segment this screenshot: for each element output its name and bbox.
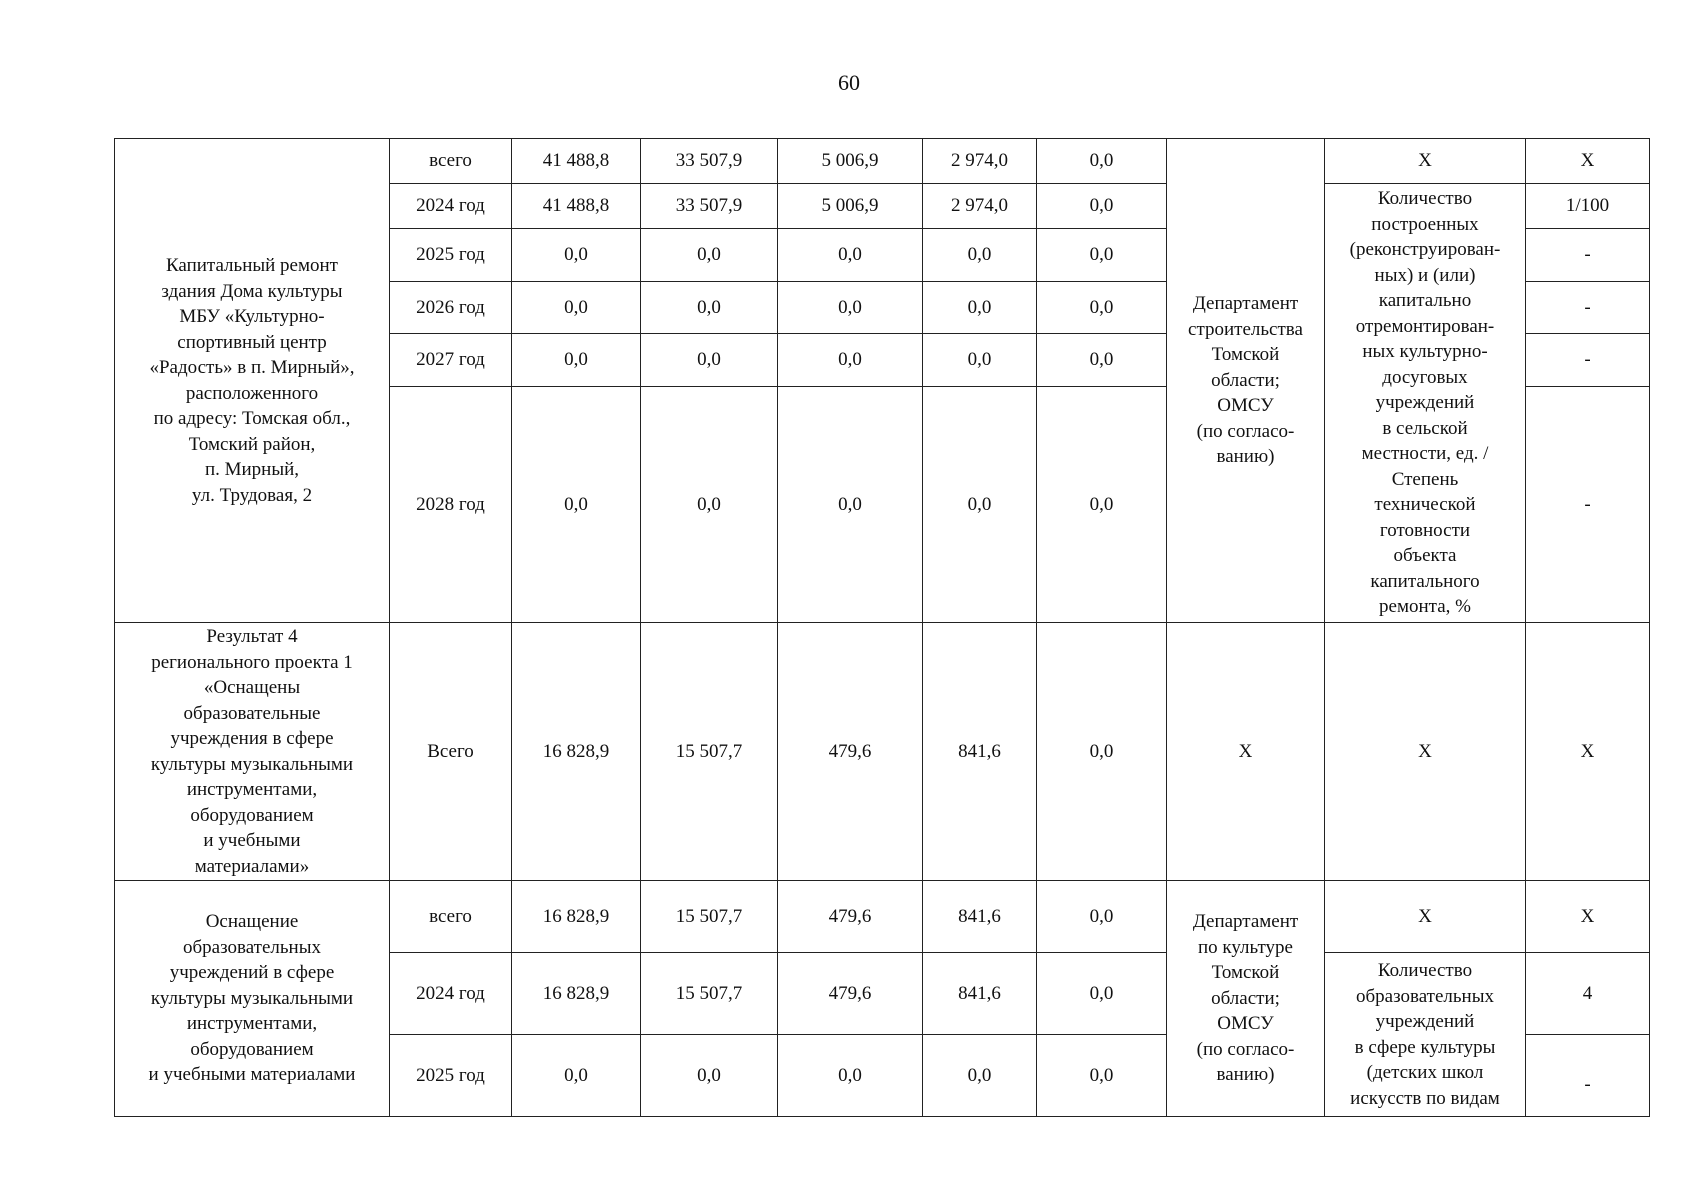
other-cell: 0,0 <box>1037 229 1167 282</box>
indicator-header-cell: X <box>1325 881 1526 953</box>
table-row <box>115 139 1650 184</box>
total-cell: 16 828,9 <box>512 881 641 953</box>
local-cell: 0,0 <box>923 387 1037 623</box>
value-cell: 1/100 <box>1526 184 1650 229</box>
total-cell: 16 828,9 <box>512 953 641 1035</box>
value-cell: - <box>1526 387 1650 623</box>
period-cell: 2028 год <box>390 387 512 623</box>
value-cell: - <box>1526 229 1650 282</box>
local-cell: 2 974,0 <box>923 184 1037 229</box>
local-cell: 841,6 <box>923 881 1037 953</box>
regional-cell: 0,0 <box>778 282 923 334</box>
period-cell: 2025 год <box>390 1035 512 1117</box>
other-cell: 0,0 <box>1037 334 1167 387</box>
total-cell: 0,0 <box>512 1035 641 1117</box>
page-number: 60 <box>838 70 860 95</box>
federal-cell: 0,0 <box>641 229 778 282</box>
indicator-header-cell: X <box>1325 139 1526 184</box>
value-cell: 4 <box>1526 953 1650 1035</box>
total-cell: 0,0 <box>512 387 641 623</box>
regional-cell: 479,6 <box>778 953 923 1035</box>
federal-cell: 33 507,9 <box>641 184 778 229</box>
budget-table <box>114 138 1650 1117</box>
value-cell: - <box>1526 334 1650 387</box>
indicator-cell: Количество образовательных учреждений в сфере культуры (детских школ искусств по видам <box>1325 953 1526 1117</box>
federal-cell: 15 507,7 <box>641 953 778 1035</box>
executor-cell: Департамент по культуре Томской области; ОМСУ (по согласо- ванию) <box>1167 881 1325 1117</box>
total-cell: 41 488,8 <box>512 139 641 184</box>
other-cell: 0,0 <box>1037 184 1167 229</box>
period-cell: всего <box>390 139 512 184</box>
period-cell: 2027 год <box>390 334 512 387</box>
regional-cell: 0,0 <box>778 229 923 282</box>
regional-cell: 0,0 <box>778 1035 923 1117</box>
period-cell: 2024 год <box>390 184 512 229</box>
executor-cell: Департамент строительства Томской области; ОМСУ (по согласо- ванию) <box>1167 139 1325 623</box>
federal-cell: 0,0 <box>641 334 778 387</box>
regional-cell: 479,6 <box>778 881 923 953</box>
federal-cell: 0,0 <box>641 1035 778 1117</box>
regional-cell: 5 006,9 <box>778 184 923 229</box>
total-cell: 0,0 <box>512 229 641 282</box>
other-cell: 0,0 <box>1037 881 1167 953</box>
federal-cell: 15 507,7 <box>641 623 778 881</box>
executor-cell: X <box>1167 623 1325 881</box>
period-cell: 2024 год <box>390 953 512 1035</box>
other-cell: 0,0 <box>1037 1035 1167 1117</box>
regional-cell: 0,0 <box>778 387 923 623</box>
indicator-cell: X <box>1325 623 1526 881</box>
other-cell: 0,0 <box>1037 953 1167 1035</box>
other-cell: 0,0 <box>1037 282 1167 334</box>
other-cell: 0,0 <box>1037 623 1167 881</box>
local-cell: 841,6 <box>923 953 1037 1035</box>
regional-cell: 5 006,9 <box>778 139 923 184</box>
local-cell: 0,0 <box>923 229 1037 282</box>
regional-cell: 479,6 <box>778 623 923 881</box>
value-cell: X <box>1526 623 1650 881</box>
period-cell: 2025 год <box>390 229 512 282</box>
event-name-cell: Оснащение образовательных учреждений в сфере культуры музыкальными инструментами, оборудованием и учебными материалами <box>115 881 390 1117</box>
period-cell: Всего <box>390 623 512 881</box>
total-cell: 41 488,8 <box>512 184 641 229</box>
other-cell: 0,0 <box>1037 387 1167 623</box>
other-cell: 0,0 <box>1037 139 1167 184</box>
indicator-cell: Количество построенных (реконструирован- ных) и (или) капитально отремонтирован- ных культурно- досуговых учреждений в сельской местности, ед. / Степень технической готовности объекта капитального ремонта, % <box>1325 184 1526 623</box>
period-cell: всего <box>390 881 512 953</box>
event-name-cell: Капитальный ремонт здания Дома культуры МБУ «Культурно- спортивный центр «Радость» в п. Мирный», расположенного по адресу: Томская обл., Томский район, п. Мирный, ул. Трудовая, 2 <box>115 139 390 623</box>
total-cell: 0,0 <box>512 334 641 387</box>
federal-cell: 0,0 <box>641 282 778 334</box>
total-cell: 0,0 <box>512 282 641 334</box>
federal-cell: 15 507,7 <box>641 881 778 953</box>
result-name-cell: Результат 4 регионального проекта 1 «Оснащены образовательные учреждения в сфере культуры музыкальными инструментами, оборудованием и учебными материалами» <box>115 623 390 881</box>
local-cell: 841,6 <box>923 623 1037 881</box>
local-cell: 0,0 <box>923 282 1037 334</box>
federal-cell: 0,0 <box>641 387 778 623</box>
regional-cell: 0,0 <box>778 334 923 387</box>
local-cell: 2 974,0 <box>923 139 1037 184</box>
table-row <box>115 881 1650 953</box>
total-cell: 16 828,9 <box>512 623 641 881</box>
local-cell: 0,0 <box>923 334 1037 387</box>
period-cell: 2026 год <box>390 282 512 334</box>
local-cell: 0,0 <box>923 1035 1037 1117</box>
value-cell: - <box>1526 1035 1650 1117</box>
value-header-cell: X <box>1526 139 1650 184</box>
value-header-cell: X <box>1526 881 1650 953</box>
value-cell: - <box>1526 282 1650 334</box>
table-row <box>115 623 1650 881</box>
federal-cell: 33 507,9 <box>641 139 778 184</box>
